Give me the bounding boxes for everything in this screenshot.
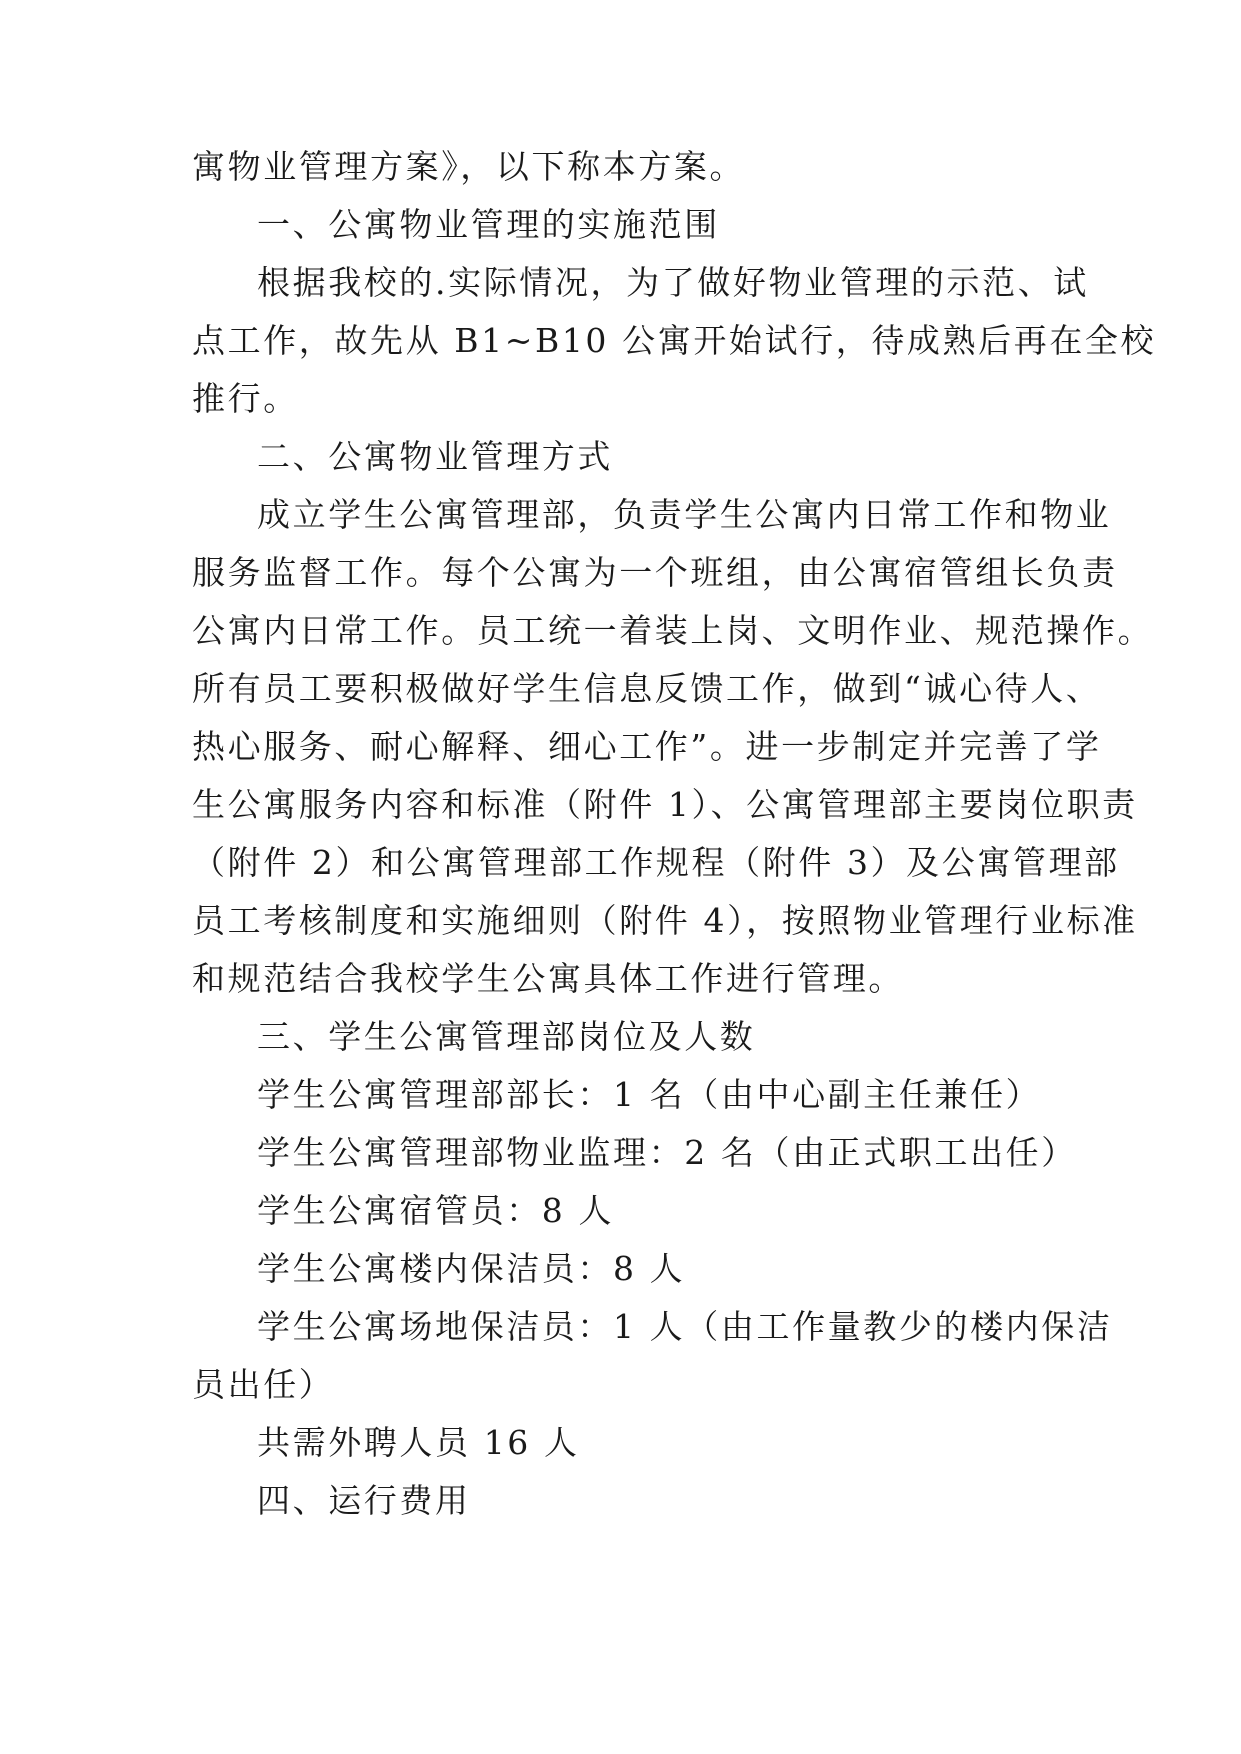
text-line: （附件 2）和公寓管理部工作规程（附件 3）及公寓管理部 — [192, 843, 1120, 882]
text-line: 根据我校的.实际情况，为了做好物业管理的示范、试 — [257, 263, 1089, 302]
section-heading: 二、公寓物业管理方式 — [257, 437, 613, 476]
text-line: 热心服务、耐心解释、细心工作”。进一步制定并完善了学 — [192, 727, 1102, 766]
text-line: 学生公寓场地保洁员：1 人（由工作量教少的楼内保洁 — [257, 1307, 1113, 1346]
text-line: 所有员工要积极做好学生信息反馈工作，做到“诚心待人、 — [192, 669, 1102, 708]
text-line: 和规范结合我校学生公寓具体工作进行管理。 — [192, 959, 904, 998]
section-heading: 一、公寓物业管理的实施范围 — [257, 205, 720, 244]
text-line: 公寓内日常工作。员工统一着装上岗、文明作业、规范操作。 — [192, 611, 1154, 650]
text-line: 成立学生公寓管理部，负责学生公寓内日常工作和物业 — [257, 495, 1112, 534]
text-line: 学生公寓楼内保洁员：8 人 — [257, 1249, 686, 1288]
text-line: 点工作，故先从 B1~B10 公寓开始试行，待成熟后再在全校 — [192, 321, 1157, 360]
text-line: 服务监督工作。每个公寓为一个班组，由公寓宿管组长负责 — [192, 553, 1118, 592]
text-line: 学生公寓宿管员：8 人 — [257, 1191, 615, 1230]
text-line: 员工考核制度和实施细则（附件 4），按照物业管理行业标准 — [192, 901, 1138, 940]
section-heading: 三、学生公寓管理部岗位及人数 — [257, 1017, 756, 1056]
text-line: 共需外聘人员 16 人 — [257, 1423, 580, 1462]
text-line: 学生公寓管理部部长：1 名（由中心副主任兼任） — [257, 1075, 1042, 1114]
text-line: 员出任） — [192, 1365, 335, 1404]
text-line: 寓物业管理方案》，以下称本方案。 — [192, 147, 746, 186]
text-line: 生公寓服务内容和标准（附件 1）、公寓管理部主要岗位职责 — [192, 785, 1138, 824]
text-line: 学生公寓管理部物业监理：2 名（由正式职工出任） — [257, 1133, 1077, 1172]
section-heading: 四、运行费用 — [257, 1481, 471, 1520]
text-line: 推行。 — [192, 379, 299, 418]
